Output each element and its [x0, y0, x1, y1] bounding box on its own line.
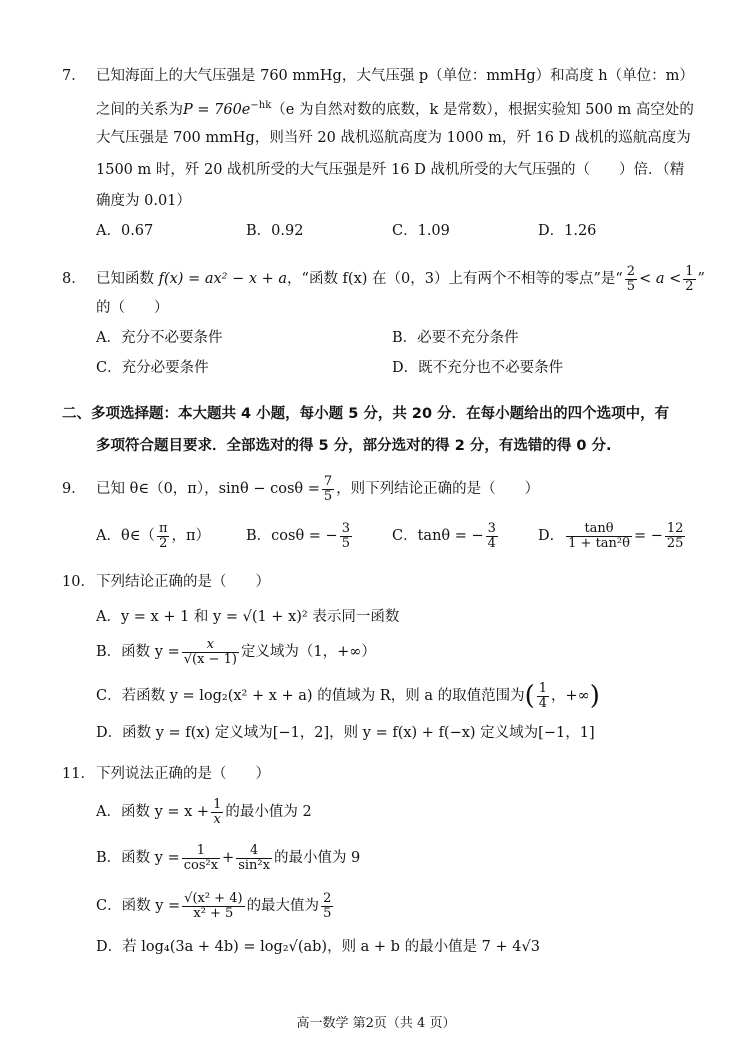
q8-frac1-num: 2: [626, 263, 636, 279]
q10-stem: 下列结论正确的是（ ）: [96, 574, 270, 590]
q11-option-b[interactable]: [96, 840, 360, 876]
q11-option-b-den2: sin²x: [238, 857, 270, 873]
q9-option-b[interactable]: [246, 518, 354, 554]
q9-option-b-num: 3: [341, 520, 350, 536]
q7-option-a[interactable]: A．0.67: [96, 223, 154, 239]
q10-option-a[interactable]: A．y = x + 1 和 y = √(1 + x)² 表示同一函数: [96, 609, 400, 625]
q11-option-b-text: B．函数 y =: [96, 850, 180, 866]
q11-option-b-num2: 4: [236, 844, 272, 859]
q11-stem: 下列说法正确的是（ ）: [96, 766, 270, 782]
q9-option-d-eq: = −: [633, 528, 663, 544]
q11-option-b-den1: cos²x: [183, 857, 219, 873]
q8-frac2-den: 2: [685, 278, 694, 294]
q8-line1-a: 已知函数: [96, 271, 154, 287]
q9-option-b-frac: [340, 522, 352, 551]
q10-option-c-den: 4: [538, 695, 548, 711]
q7-line2-b: （e 为自然对数的底数，k 是常数），根据实验知 500 m 高空处的: [271, 101, 694, 118]
q9-option-b-den: 5: [341, 535, 350, 551]
q11-option-c-text: C．函数 y =: [96, 898, 181, 914]
q9-option-a-den: 2: [159, 535, 168, 551]
q9-option-a-text: A．θ∈（: [96, 528, 155, 544]
q11-option-c[interactable]: [96, 888, 335, 924]
q11-option-a-text: A．函数 y = x +: [96, 804, 210, 820]
q11-option-b-num1: 1: [182, 844, 220, 859]
q8-frac2: [683, 265, 695, 294]
q9-option-d-num2: 12: [666, 520, 684, 536]
q7-option-b[interactable]: B．0.92: [246, 223, 304, 239]
q9-number: 9．: [62, 481, 86, 497]
q9-option-c-frac: [486, 522, 498, 551]
q11-option-c-mid: 的最大值为: [246, 898, 320, 914]
q7-line5: 确度为 0.01）: [96, 193, 191, 209]
q9-option-d-den: 1 + tan²θ: [568, 535, 630, 551]
q11-number: 11．: [62, 766, 95, 782]
q11-stem-line: [62, 764, 270, 784]
q9-option-a-end: ，π）: [171, 528, 211, 544]
q9-option-c-den: 4: [487, 535, 496, 551]
q9-line1-a: 已知 θ∈（0，π），: [96, 481, 219, 497]
q8-frac1-den: 5: [626, 278, 636, 294]
q8-frac2-num: 1: [685, 263, 694, 279]
q11-option-b-plus: +: [222, 850, 235, 866]
q7-line4: 1500 m 时，歼 20 战机所受的大气压强是歼 16 D 战机所受的大气压强的（ ）倍．（精: [96, 162, 685, 178]
q11-option-b-frac1: [182, 844, 220, 873]
q11-option-b-frac2: [236, 844, 272, 873]
q9-option-d-text: D．: [538, 528, 565, 544]
section-2-heading-line2: 多项符合题目要求．全部选对的得 5 分，部分选对的得 2 分，有选错的得 0 分.: [96, 438, 612, 454]
q7-option-c[interactable]: C．1.09: [392, 223, 450, 239]
q9-option-a-num: π: [158, 520, 168, 536]
q8-option-d[interactable]: D．既不充分也不必要条件: [392, 360, 564, 376]
q9-option-c-text: C．tanθ = −: [392, 528, 484, 544]
q7-exponent: −hk: [250, 100, 272, 111]
q11-option-a-frac: [211, 798, 223, 827]
q8-close-quote: ”: [697, 271, 705, 287]
q7-line2-a: 之间的关系为: [96, 101, 183, 118]
q10-option-c-text: C．若函数 y = log₂(x² + x + a) 的值域为 R，则 a 的取值范围为: [96, 688, 525, 704]
q7-formula: P = 760e: [183, 101, 251, 118]
q9-option-c[interactable]: [392, 518, 500, 554]
q9-line1-b: sinθ − cosθ =: [218, 481, 320, 497]
q9-option-d-frac2: [665, 522, 686, 551]
q10-number: 10．: [62, 574, 95, 590]
q9-option-a[interactable]: [96, 518, 210, 554]
q8-option-b[interactable]: B．必要不充分条件: [392, 330, 519, 346]
q8-option-a[interactable]: A．充分不必要条件: [96, 330, 223, 346]
q10-option-c-num: 1: [538, 680, 548, 696]
q11-option-c-num2: 2: [323, 890, 332, 906]
q9-option-c-num: 3: [487, 520, 496, 536]
q11-option-c-den2: 5: [323, 905, 332, 921]
q7-line1-text: 已知海面上的大气压强是 760 mmHg，大气压强 p（单位：mmHg）和高度 h（单位：m）: [96, 68, 694, 84]
q9-option-d-num: tanθ: [566, 522, 632, 537]
q11-option-a-num: 1: [213, 796, 222, 812]
q10-option-c-rparen: ): [589, 681, 600, 711]
q10-option-d[interactable]: D．函数 y = f(x) 定义域为[−1，2]，则 y = f(x) + f(−x) 定义域为[−1，1]: [96, 725, 595, 741]
q7-line3: 大气压强是 700 mmHg，则当歼 20 战机巡航高度为 1000 m，歼 16 D 战机的巡航高度为: [96, 130, 691, 146]
q11-option-a-end: 的最小值为 2: [225, 804, 312, 820]
q10-option-c[interactable]: [96, 678, 600, 714]
q11-option-a[interactable]: [96, 794, 312, 830]
q8-number: 8．: [62, 271, 86, 287]
q8-option-c[interactable]: C．充分必要条件: [96, 360, 209, 376]
q7-line1: [62, 66, 694, 86]
q7-number: 7．: [62, 68, 86, 84]
q10-option-b[interactable]: [96, 634, 376, 670]
q10-option-b-den: √(x − 1): [183, 651, 237, 667]
q10-option-c-end: ，+∞: [551, 688, 590, 704]
q11-option-d[interactable]: D．若 log₄(3a + 4b) = log₂√(ab)，则 a + b 的最小值是 7 + 4√3: [96, 939, 540, 955]
section-2-heading-line1: 二、多项选择题：本大题共 4 小题，每小题 5 分，共 20 分．在每小题给出的四个选项中，有: [62, 406, 670, 422]
q8-frac1: [625, 265, 637, 294]
q10-option-c-frac: [537, 682, 549, 711]
q11-option-c-num1: √(x² + 4): [184, 890, 243, 906]
q8-line1: [62, 264, 705, 294]
q10-option-c-lparen: (: [524, 681, 535, 711]
q10-stem-line: [62, 572, 270, 592]
q9-line1: [62, 474, 539, 504]
q7-option-d[interactable]: D．1.26: [538, 223, 597, 239]
q9-frac-den: 5: [323, 488, 333, 504]
q10-option-b-frac: [182, 638, 239, 667]
q10-option-b-end: 定义域为（1，+∞）: [240, 644, 376, 660]
q8-function: f(x) = ax² − x + a: [158, 271, 288, 287]
q11-option-c-frac2: [321, 892, 333, 921]
q11-option-c-den1: x² + 5: [193, 905, 234, 921]
q7-line2: [96, 96, 694, 120]
q11-option-b-end: 的最小值为 9: [273, 850, 361, 866]
q8-line2: 的（ ）: [96, 300, 169, 316]
q8-inequality: < a <: [639, 271, 682, 287]
q10-option-b-text: B．函数 y =: [96, 644, 180, 660]
q11-option-c-frac1: [182, 892, 244, 921]
q9-option-d-frac: [566, 522, 632, 551]
q10-option-b-num: x: [182, 638, 239, 653]
q9-option-d[interactable]: [538, 518, 687, 554]
q9-option-d-den2: 25: [666, 535, 684, 551]
q9-line1-c: ，则下列结论正确的是（ ）: [336, 481, 540, 497]
q9-option-b-text: B．cosθ = −: [246, 528, 338, 544]
q9-option-a-frac: [157, 522, 170, 551]
q8-line1-b: ，“函数 f(x) 在（0，3）上有两个不相等的零点”是“: [287, 271, 623, 287]
q11-option-a-den: x: [213, 811, 221, 827]
page-footer: 高一数学 第2页（共 4 页）: [296, 1016, 456, 1031]
q9-frac: [322, 475, 334, 504]
q9-frac-num: 7: [323, 473, 333, 489]
